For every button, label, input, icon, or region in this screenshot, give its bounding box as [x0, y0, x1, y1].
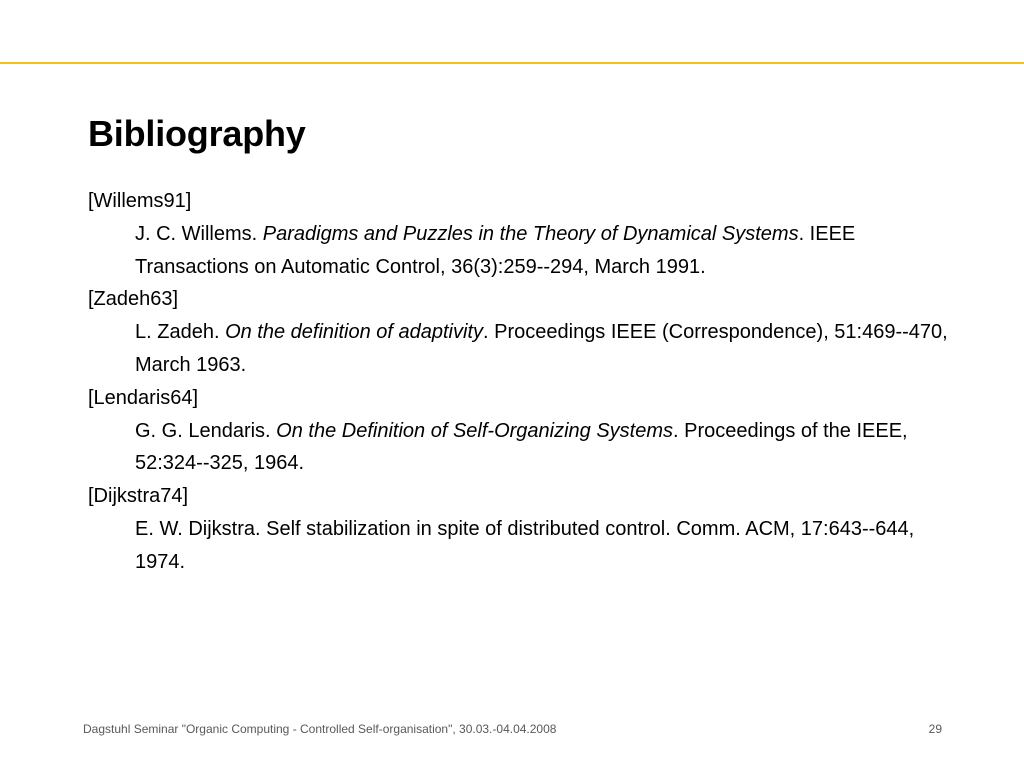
citation-key: [Dijkstra74] [88, 485, 189, 508]
page-number: 29 [928, 722, 942, 736]
citation-details: . Proceedings of the IEEE, 52:324--325, 1964. [135, 419, 908, 475]
citation-text [88, 316, 968, 382]
citation-text [88, 218, 968, 284]
citation-details: . Proceedings IEEE (Correspondence), 51:469--470, March 1963. [135, 321, 948, 376]
bibliography-list [88, 185, 968, 579]
citation-title: On the definition of adaptivity [225, 321, 484, 344]
slide-title: Bibliography [88, 113, 306, 154]
citation-authors: L. Zadeh. [135, 321, 226, 344]
citation-text [88, 415, 968, 481]
citation-key: [Zadeh63] [88, 288, 179, 311]
citation-key: [Willems91] [88, 190, 192, 212]
citation-text [88, 513, 968, 579]
citation-authors: E. W. Dijkstra. Self stabilization in spite of distributed control. Comm. ACM, 17:643--644, 1974. [135, 517, 915, 573]
bibliography-entry-zadeh63 [88, 283, 968, 381]
citation-details: . IEEE Transactions on Automatic Control, 36(3):259--294, March 1991. [135, 222, 856, 278]
citation-title: Paradigms and Puzzles in the Theory of Dynamical Systems [262, 222, 799, 245]
footer-seminar-info: Dagstuhl Seminar "Organic Computing - Controlled Self-organisation", 30.03.-04.04.2008 [83, 722, 557, 736]
citation-title: On the Definition of Self-Organizing Systems [276, 419, 674, 442]
bibliography-entry-lendaris64 [88, 382, 968, 480]
bibliography-entry-willems91 [88, 185, 968, 283]
citation-key: [Lendaris64] [88, 386, 199, 409]
citation-authors: J. C. Willems. [135, 222, 263, 245]
citation-authors: G. G. Lendaris. [135, 419, 277, 442]
bibliography-entry-dijkstra74 [88, 480, 968, 578]
header-accent-line [0, 62, 1024, 64]
